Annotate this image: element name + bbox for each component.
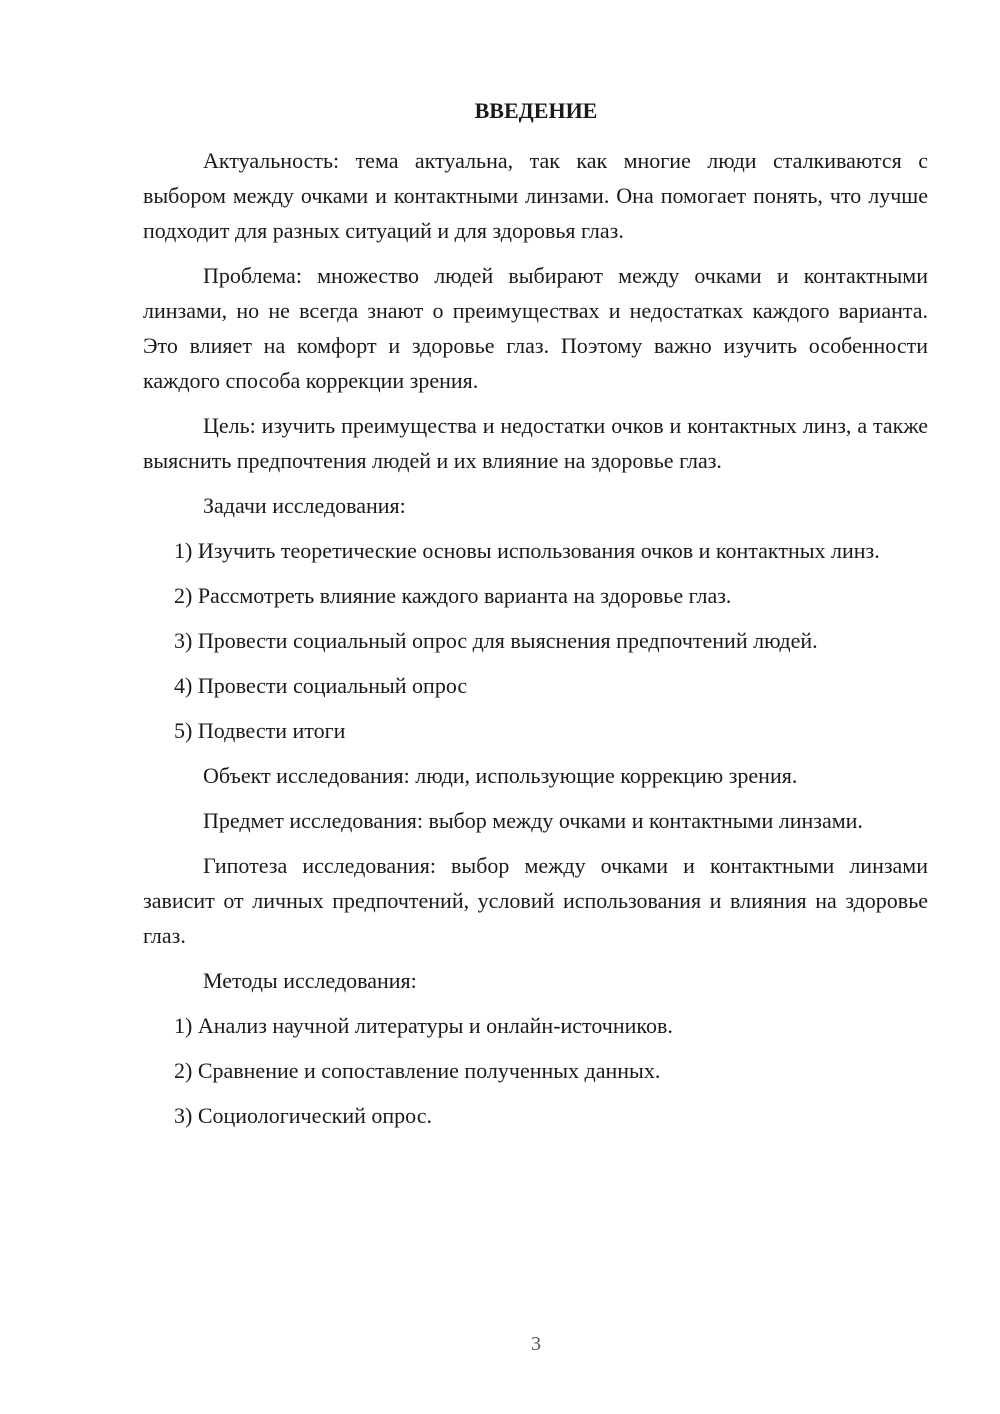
list-item: 1) Изучить теоретические основы использования очков и контактных линз.: [174, 538, 880, 563]
list-item: 3) Социологический опрос.: [174, 1103, 432, 1128]
list-item: 1) Анализ научной литературы и онлайн-источников.: [174, 1013, 673, 1038]
list-item: 4) Провести социальный опрос: [174, 673, 468, 698]
methods-list: [143, 1008, 928, 1133]
methods-heading: Методы исследования:: [203, 968, 417, 993]
problem-paragraph: Проблема: множество людей выбирают между очками и контактными линзами, но не всегда знают о преимуществах и недостатках каждого варианта. Это влияет на комфорт и здоровье глаз. Поэтому важно изучить особенности каждого способа коррекции зрения.: [143, 263, 928, 393]
list-item: 5) Подвести итоги: [174, 718, 346, 743]
tasks-list: [143, 533, 928, 748]
page-title: ВВЕДЕНИЕ: [474, 98, 598, 123]
relevance-paragraph: Актуальность: тема актуальна, так как многие люди сталкиваются с выбором между очками и контактными линзами. Она помогает понять, что лучше подходит для разных ситуаций и для здоровья глаз.: [143, 148, 928, 243]
list-item: 2) Сравнение и сопоставление полученных данных.: [174, 1058, 661, 1083]
page-number: 3: [531, 1333, 541, 1355]
document-body: [143, 143, 928, 1143]
goal-paragraph: Цель: изучить преимущества и недостатки очков и контактных линз, а также выяснить предпочтения людей и их влияние на здоровье глаз.: [143, 413, 928, 473]
object-paragraph: Объект исследования: люди, использующие коррекцию зрения.: [203, 763, 798, 788]
hypothesis-paragraph: Гипотеза исследования: выбор между очками и контактными линзами зависит от личных предпочтений, условий использования и влияния на здоровье глаз.: [143, 853, 928, 948]
subject-paragraph: Предмет исследования: выбор между очками и контактными линзами.: [203, 808, 863, 833]
tasks-heading: Задачи исследования:: [203, 493, 406, 518]
list-item: 2) Рассмотреть влияние каждого варианта на здоровье глаз.: [174, 583, 732, 608]
list-item: 3) Провести социальный опрос для выяснения предпочтений людей.: [174, 628, 818, 653]
